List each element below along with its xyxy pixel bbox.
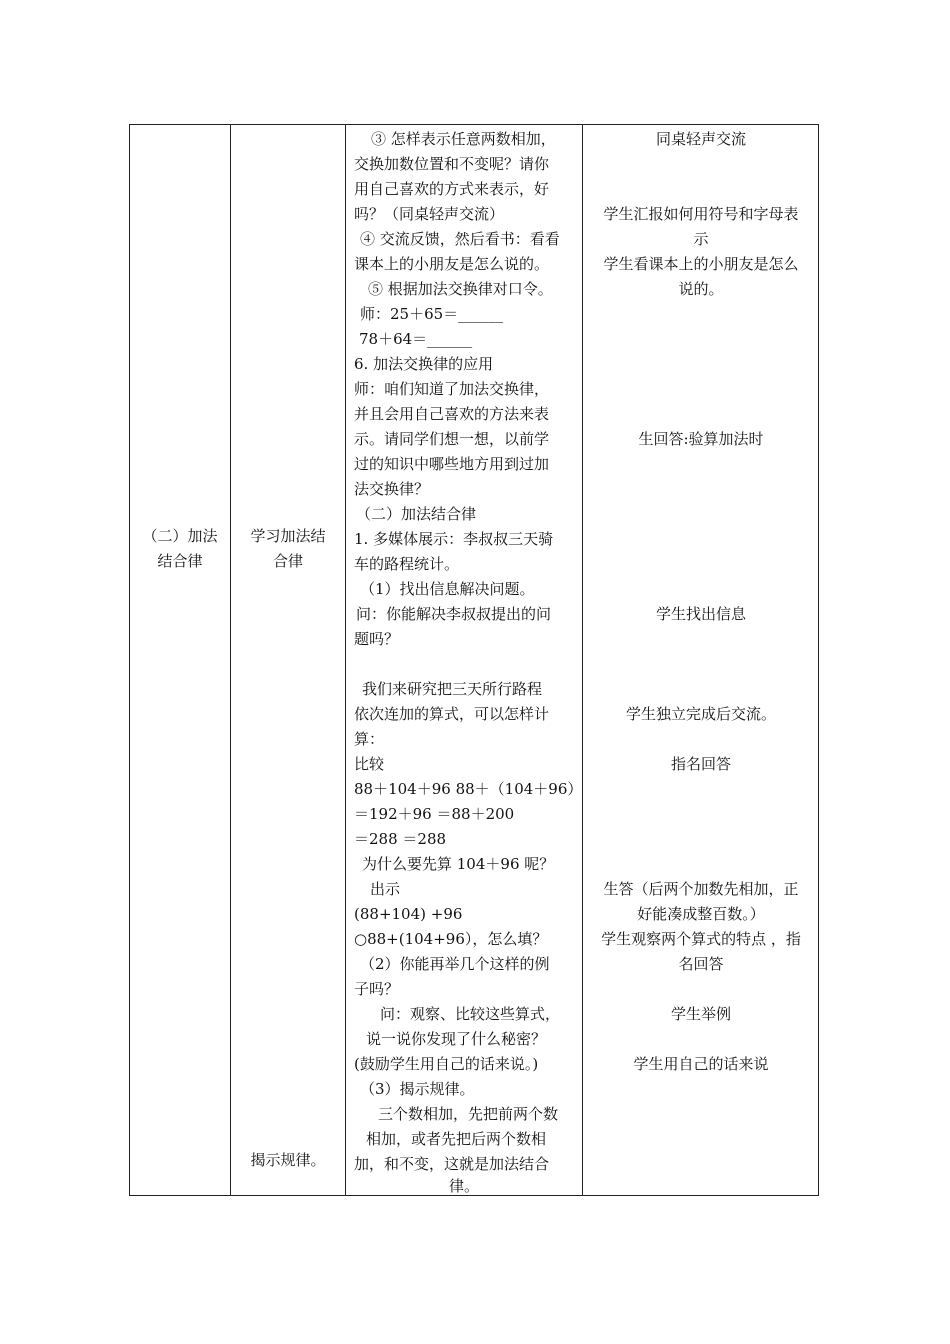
student-line: 生答（后两个加数先相加，正	[603, 880, 799, 898]
activity-line: 示。请同学们想一想，以前学	[354, 430, 550, 448]
activity-line: 相加，或者先把后两个数相	[366, 1130, 547, 1148]
activity-line: 法交换律？	[354, 480, 430, 498]
student-line: 名回答	[678, 955, 724, 973]
objective-line: 学习加法结	[250, 527, 326, 545]
activity-line: 6. 加法交换律的应用	[354, 355, 494, 373]
activity-line: 依次连加的算式，可以怎样计	[354, 705, 550, 723]
activity-line: 为什么要先算 104＋96 呢？	[362, 855, 555, 873]
activity-line: （3）揭示规律。	[360, 1080, 475, 1098]
activity-line: 问：你能解决李叔叔提出的问	[356, 605, 552, 623]
student-line: 指名回答	[670, 755, 731, 773]
student-line: 学生举例	[670, 1005, 731, 1023]
activity-line: 加，和不变，这就是加法结合	[354, 1155, 550, 1173]
activity-line: (88+104) +96	[354, 905, 463, 923]
activity-line: 1. 多媒体展示：李叔叔三天骑	[354, 530, 554, 548]
activity-line: （2）你能再举几个这样的例	[360, 955, 550, 973]
activity-line: ＝192＋96 ＝88＋200	[354, 805, 515, 823]
student-line: 生回答:验算加法时	[638, 430, 764, 448]
lesson-table	[129, 124, 819, 1196]
objective-line: 合律	[272, 552, 303, 570]
activity-line: 问：观察、比较这些算式，	[380, 1005, 561, 1023]
section-line: 结合律	[157, 552, 203, 570]
activity-line: 并且会用自己喜欢的方法来表	[354, 405, 550, 423]
activity-line: ④ 交流反馈，然后看书：看看	[360, 230, 560, 248]
student-line: 学生用自己的话来说	[633, 1055, 769, 1073]
student-activity-column	[583, 125, 819, 1195]
activity-line: 出示	[370, 880, 401, 898]
activity-line: 车的路程统计。	[354, 555, 460, 573]
activity-line: （1）找出信息解决问题。	[360, 580, 535, 598]
activity-line: 算：	[354, 730, 385, 748]
activity-line: 师：25＋65＝______	[360, 305, 504, 323]
student-line: 说的。	[678, 280, 724, 298]
activity-line: ○88+(104+96），怎么填？	[354, 930, 548, 948]
objective-column	[231, 125, 345, 1195]
activity-line: 律。	[448, 1177, 479, 1195]
student-line: 学生观察两个算式的特点 ，指	[601, 930, 801, 948]
activity-line: （二）加法结合律	[356, 505, 477, 523]
activity-line: 题吗？	[354, 630, 400, 648]
student-line: 示	[693, 230, 709, 248]
student-line: 学生找出信息	[655, 605, 746, 623]
activity-line: 吗？（同桌轻声交流）	[354, 205, 505, 223]
activity-line: 用自己喜欢的方式来表示，好	[354, 180, 550, 198]
student-line: 同桌轻声交流	[655, 130, 746, 148]
student-line: 学生看课本上的小朋友是怎么	[603, 255, 799, 273]
activity-line: 过的知识中哪些地方用到过加	[354, 455, 550, 473]
activity-line: 88＋104＋96 88＋（104＋96）	[354, 780, 583, 798]
student-line: 学生独立完成后交流。	[625, 705, 776, 723]
activity-line: 三个数相加，先把前两个数	[378, 1105, 559, 1123]
student-line: 好能凑成整百数。）	[637, 905, 765, 923]
activity-line: 课本上的小朋友是怎么说的。	[354, 255, 550, 273]
student-line: 学生汇报如何用符号和字母表	[603, 205, 799, 223]
activity-line: ③ 怎样表示任意两数相加，	[371, 130, 556, 148]
objective-bottom-line: 揭示规律。	[250, 1151, 326, 1169]
activity-line: ＝288 ＝288	[354, 830, 447, 848]
teacher-activity-column	[346, 125, 582, 1195]
activity-line: 78＋64＝______	[359, 330, 473, 348]
activity-line: 比较	[354, 755, 385, 773]
activity-line: 交换加数位置和不变呢？请你	[354, 155, 550, 173]
section-column	[130, 125, 230, 1195]
activity-line: 子吗？	[354, 980, 400, 998]
activity-line: ⑤ 根据加法交换律对口令。	[368, 280, 553, 298]
activity-line: (鼓励学生用自己的话来说。)	[354, 1055, 539, 1073]
activity-line: 说一说你发现了什么秘密？	[366, 1030, 547, 1048]
activity-line: 师：咱们知道了加法交换律，	[354, 380, 550, 398]
section-line: （二）加法	[142, 527, 218, 545]
activity-line: 我们来研究把三天所行路程	[362, 680, 543, 698]
